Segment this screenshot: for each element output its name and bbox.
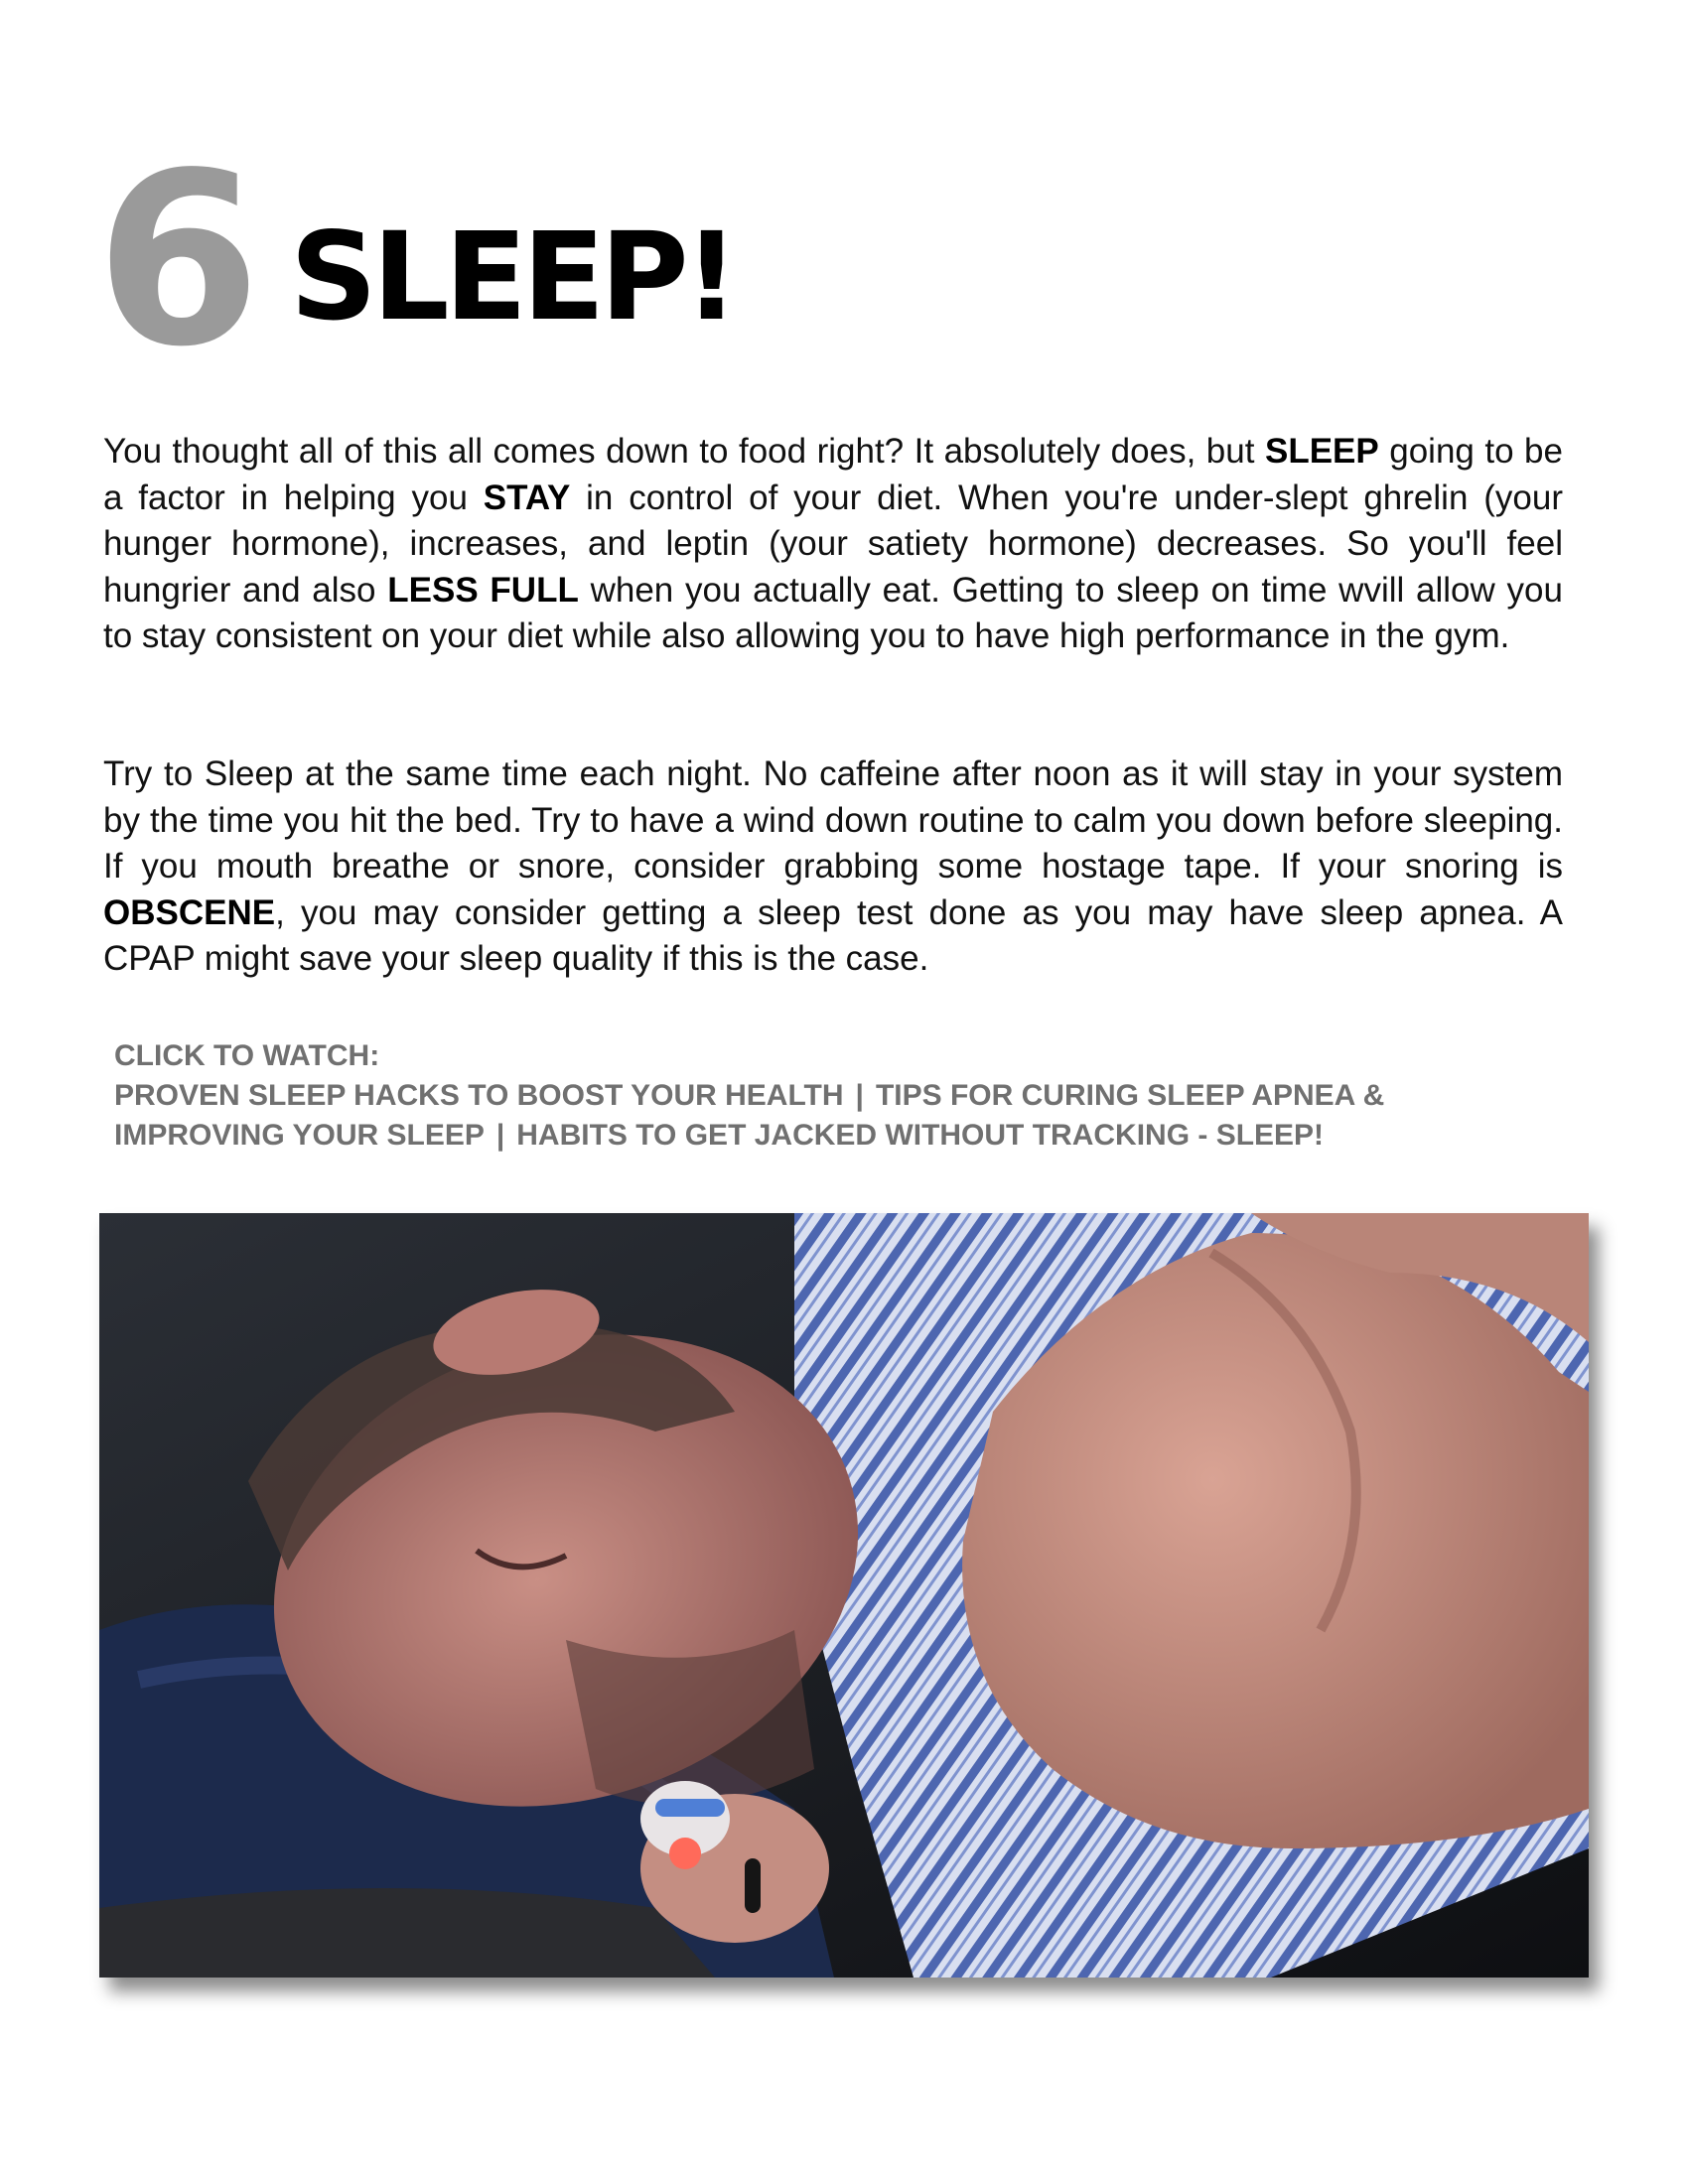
sleeping-man-photo (99, 1213, 1589, 1978)
paragraph-sleep-tips (103, 751, 1563, 983)
watch-links-block (114, 1036, 1554, 1156)
video-link-habits-sleep[interactable]: HABITS TO GET JACKED WITHOUT TRACKING - SLEEP! (516, 1119, 1325, 1152)
text-run: in control of your diet. When you're under-slept ghrelin (your hunger hormone), increases, and leptin (your satiety hormone) decreases. So you'll feel hungrier and also (103, 478, 1563, 610)
section-title: SLEEP! (290, 206, 735, 347)
video-link-sleep-hacks[interactable]: PROVEN SLEEP HACKS TO BOOST YOUR HEALTH (114, 1079, 844, 1112)
emphasis-stay: STAY (483, 478, 571, 517)
section-heading (95, 121, 1585, 399)
text-run: You thought all of this all comes down to food right? It absolutely does, but (103, 432, 1265, 471)
emphasis-obscene: OBSCENE (103, 892, 276, 932)
text-run: , you may consider getting a sleep test done as you may have sleep apnea. A CPAP might save your sleep quality if this is the case. (103, 892, 1563, 978)
emphasis-sleep: SLEEP (1264, 432, 1379, 471)
section-number: 6 (95, 121, 253, 399)
video-link-sleep-apnea[interactable]: TIPS FOR CURING SLEEP APNEA & IMPROVING YOUR SLEEP (114, 1079, 1385, 1152)
text-run: Try to Sleep at the same time each night. No caffeine after noon as it will stay in your system by the time you hit the bed. Try to have a wind down routine to calm you down before sleeping. If you mouth breathe or snore, consider grabbing some hostage tape. If your snoring is (103, 754, 1563, 886)
watch-label: CLICK TO WATCH: (114, 1039, 380, 1072)
text-run: going to be a factor in helping you (103, 432, 1563, 517)
paragraph-sleep-intro (103, 429, 1563, 660)
emphasis-less-full: LESS FULL (387, 570, 579, 610)
watch-links (114, 1076, 1554, 1156)
link-separator: | (855, 1079, 864, 1112)
link-separator: | (495, 1119, 505, 1152)
text-run: when you actually eat. Getting to sleep on time wvill allow you to stay consistent on your diet while also allowing you to have high performance in the gym. (103, 570, 1563, 655)
photo-illustration (99, 1213, 1589, 1978)
